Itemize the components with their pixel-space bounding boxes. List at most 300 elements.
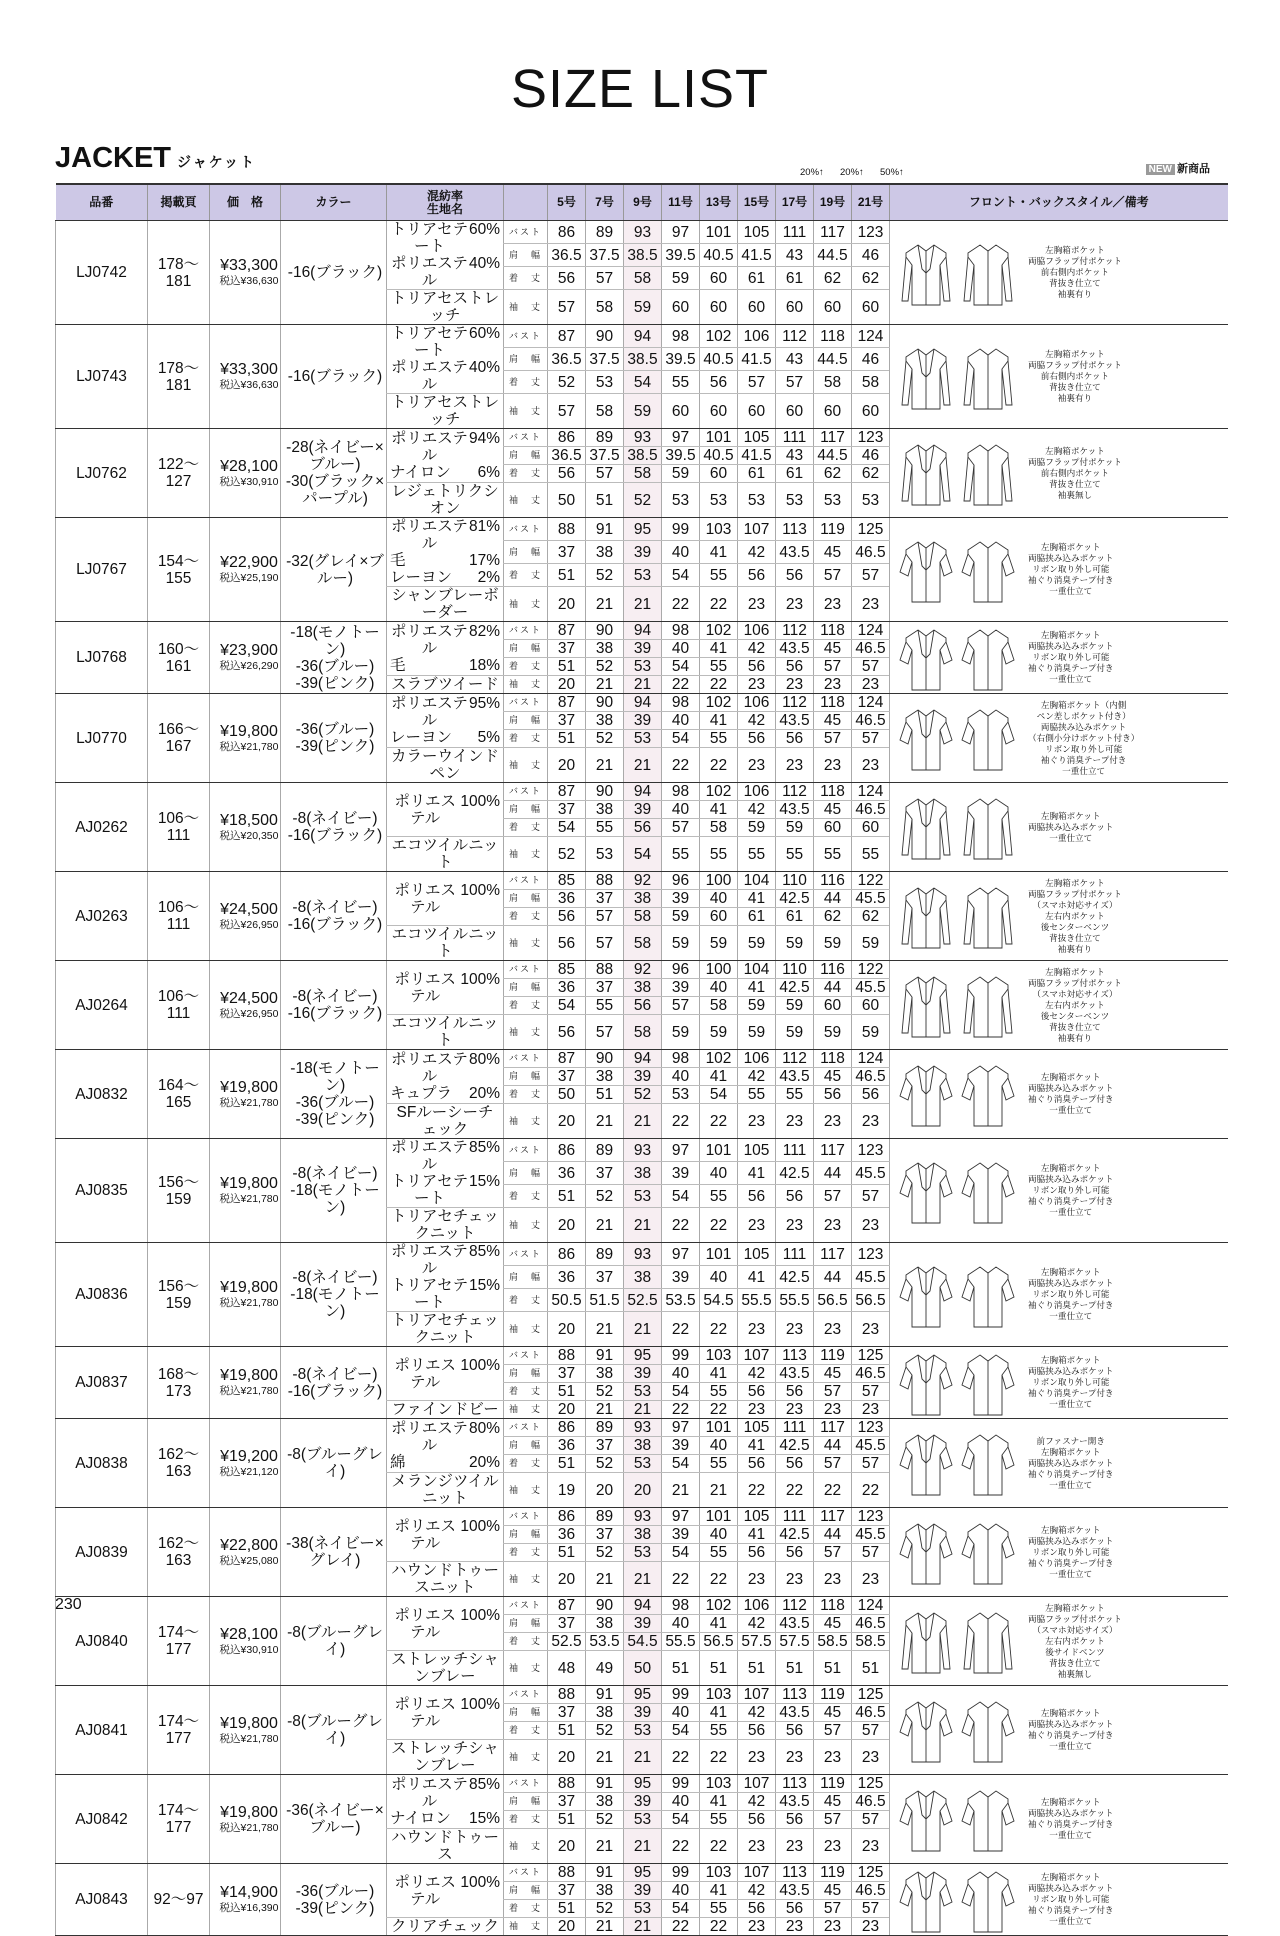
measure-label: 袖 丈 [504,290,548,325]
fabric-material: 綿 [390,1454,406,1471]
spec-notes [1028,349,1122,404]
size-value: 106 [738,1050,776,1068]
size-value: 53 [624,730,662,748]
size-value: 51 [548,1544,586,1562]
size-value: 97 [662,1243,700,1266]
price: ¥28,100 [220,1625,278,1643]
fabric-blend [387,622,504,676]
size-value: 21 [624,1829,662,1864]
size-value: 45.5 [852,1526,890,1544]
spec-note: 左胸箱ポケット [1045,966,1105,977]
color-option: -16(ブラック) [287,827,383,844]
size-value: 105 [738,221,776,244]
size-value: 38.5 [624,447,662,465]
size-value: 56 [548,908,586,926]
spec-note: 左胸箱ポケット [1040,1267,1101,1277]
fabric-material: 毛 [390,657,406,674]
size-value: 56 [776,1900,814,1918]
fabric-blend-item [390,569,500,586]
fabric-blend [387,429,504,483]
size-value: 88 [548,1775,586,1793]
spec-note: 左胸箱ポケット [1040,1446,1101,1457]
spec-note: 袖ぐり消臭テープ付き [1028,1905,1114,1915]
spec-note: 左右内ポケット [1045,999,1105,1010]
size-value: 39 [624,640,662,658]
size-value: 37 [548,541,586,564]
size-value: 41 [738,890,776,908]
size-value: 124 [852,1050,890,1068]
fabric-material: トリアセテート [390,325,469,359]
size-value: 53 [624,1185,662,1208]
size-value: 57 [814,1811,852,1829]
spec-note: 袖ぐり消臭テープ付き [1028,1730,1114,1740]
spec-note: 一重仕立て [1049,1568,1093,1579]
size-value: 58 [852,371,890,394]
size-value: 22 [662,1562,700,1597]
spec-note: 前右側内ポケット [1040,371,1110,381]
fabric-percent: 82% [468,623,500,640]
spec-notes [1028,811,1114,844]
size-value: 56 [776,658,814,676]
catalog-page: 162〜163 [148,1508,210,1597]
price-cell [210,221,281,325]
size-value: 38 [624,979,662,997]
size-value: 97 [662,1419,700,1437]
size-value: 60 [700,267,738,290]
spec-note: 両脇挟み込みポケット [1028,1535,1114,1546]
fabric-blend [387,221,504,290]
back-style-drawing [960,1785,1016,1853]
measure-label: 袖 丈 [504,676,548,694]
size-value: 42 [738,1615,776,1633]
fabric-blend-item [390,793,500,827]
size-value: 41 [738,979,776,997]
price-tax-incl: 税込¥36,630 [219,379,279,391]
size-value: 54 [662,1544,700,1562]
color-option: -39(ピンク) [295,674,375,692]
color-option: -32(グレイ×ブルー) [286,552,384,587]
size-value: 88 [548,518,586,541]
size-value: 40 [700,1162,738,1185]
size-value: 60 [814,290,852,325]
color-cell [281,221,387,325]
size-value: 58 [700,997,738,1015]
size-value: 96 [662,961,700,979]
size-value: 44 [814,890,852,908]
price: ¥24,500 [220,989,278,1007]
size-value: 59 [700,926,738,961]
size-value: 40.5 [700,244,738,267]
size-value: 36 [548,890,586,908]
fabric-percent: 20% [468,1454,500,1471]
color-cell [281,1597,387,1686]
size-value: 117 [814,1508,852,1526]
price-cell [210,1864,281,1936]
color-option: -8(ブルーグレイ) [287,1713,383,1747]
size-value: 40.5 [700,348,738,371]
measure-label: バスト [504,1419,548,1437]
catalog-page: 106〜111 [148,783,210,872]
spec-note: 左右内ポケット [1045,910,1105,921]
size-value: 56 [738,1900,776,1918]
size-value: 53 [624,1455,662,1473]
size-value: 38 [586,1615,624,1633]
measure-label: 着 丈 [504,371,548,394]
product-code: LJ0770 [56,694,148,783]
size-value: 61 [776,465,814,483]
size-value: 37.5 [586,447,624,465]
size-value: 22 [662,1401,700,1419]
spec-note: 一重仕立て [1049,1479,1093,1490]
color-cell [281,1775,387,1864]
size-value: 23 [776,676,814,694]
size-value: 42.5 [776,1266,814,1289]
size-table-body [56,221,1228,1936]
size-value: 125 [852,518,890,541]
surcharge-note-21: 50%↑ [880,167,904,178]
size-value: 43.5 [776,1793,814,1811]
size-value: 102 [700,694,738,712]
size-value: 110 [776,961,814,979]
size-value: 93 [624,1243,662,1266]
front-style-drawing [898,971,954,1039]
size-value: 37.5 [586,244,624,267]
color-option: -18(モノトーン) [290,1060,380,1094]
size-value: 87 [548,325,586,348]
size-value: 46.5 [852,1068,890,1086]
fabric-blend [387,1243,504,1312]
fabric-material: ポリエステル [394,1606,457,1641]
spec-notes [1028,1267,1114,1322]
color-cell [281,1508,387,1597]
style-cell [890,622,1228,694]
measure-label: 肩 幅 [504,712,548,730]
size-value: 60 [814,819,852,837]
fabric-name: SFルーシーチェック [387,1104,504,1139]
size-value: 23 [776,1401,814,1419]
size-value: 23 [776,1740,814,1775]
spec-note: （右側小分けポケット付き） [1028,732,1140,743]
fabric-percent: 40% [468,359,500,376]
spec-note: 一重仕立て [1049,586,1093,596]
size-value: 22 [662,676,700,694]
fabric-blend-item [390,1277,500,1311]
fabric-material: ポリエステル [391,518,468,552]
size-value: 39 [624,1793,662,1811]
size-value: 52 [548,371,586,394]
size-value: 51 [548,1722,586,1740]
size-value: 57 [586,926,624,961]
size-value: 40 [662,1882,700,1900]
size-value: 22 [700,1918,738,1936]
size-value: 37 [548,1615,586,1633]
size-value: 117 [814,1243,852,1266]
new-item-legend [1146,160,1210,176]
size-value: 106 [738,1597,776,1615]
fabric-blend [387,872,504,926]
size-value: 38 [586,1882,624,1900]
size-value: 101 [700,221,738,244]
size-value: 62 [814,908,852,926]
color-option: -36(ブルー) [295,657,375,675]
header-size-7: 7号 [586,184,624,221]
price-cell [210,961,281,1050]
size-value: 98 [662,622,700,640]
front-style-drawing [898,1785,954,1853]
color-option: -16(ブラック) [287,1005,383,1022]
size-value: 21 [624,587,662,622]
size-value: 57.5 [776,1633,814,1651]
size-value: 41.5 [738,348,776,371]
size-value: 37 [548,801,586,819]
style-cell [890,694,1228,783]
size-value: 43.5 [776,801,814,819]
fabric-material: ポリエステル [391,1776,468,1810]
fabric-percent: 60% [468,221,500,238]
size-value: 45.5 [852,890,890,908]
measure-label: 着 丈 [504,564,548,587]
size-value: 52 [586,1544,624,1562]
size-value: 41 [700,640,738,658]
size-value: 56 [548,1015,586,1050]
size-value: 21 [624,1918,662,1936]
table-row [56,783,1228,801]
front-style-drawing [898,439,954,507]
fabric-percent: 100% [460,970,500,988]
style-cell [890,1139,1228,1243]
price-cell [210,1775,281,1864]
size-value: 53.5 [586,1633,624,1651]
fabric-blend-item [390,464,500,481]
size-value: 51.5 [586,1289,624,1312]
price-tax-incl: 税込¥26,950 [219,1007,279,1020]
size-value: 38 [586,712,624,730]
fabric-material: キュプラ [390,1085,453,1102]
size-value: 124 [852,783,890,801]
color-cell [281,1347,387,1419]
size-value: 99 [662,518,700,541]
size-value: 111 [776,1243,814,1266]
size-value: 45 [814,1704,852,1722]
size-value: 60 [852,819,890,837]
size-value: 20 [548,1829,586,1864]
table-row [56,1139,1228,1162]
fabric-percent: 85% [468,1139,500,1156]
size-value: 46 [852,447,890,465]
back-style-drawing [960,971,1016,1039]
fabric-percent: 17% [468,552,500,569]
measure-label: 肩 幅 [504,1882,548,1900]
size-value: 62 [852,908,890,926]
fabric-blend-item [390,971,500,1005]
size-value: 86 [548,1139,586,1162]
size-value: 119 [814,1686,852,1704]
size-value: 55 [700,1722,738,1740]
size-value: 37 [586,890,624,908]
size-value: 23 [814,587,852,622]
size-value: 37 [548,1068,586,1086]
price: ¥24,500 [220,900,278,918]
size-value: 62 [814,267,852,290]
size-value: 20 [548,1104,586,1139]
page-number: 230 [55,1596,82,1613]
measure-label: バスト [504,872,548,890]
fabric-blend-item [390,657,500,674]
size-value: 39.5 [662,348,700,371]
size-value: 22 [662,748,700,783]
size-value: 21 [624,1562,662,1597]
size-value: 39.5 [662,244,700,267]
size-value: 23 [776,1829,814,1864]
header-fabric-blend: 混紡率 [426,188,463,203]
size-value: 36 [548,1266,586,1289]
front-style-drawing [898,793,954,861]
size-value: 54 [662,1722,700,1740]
size-value: 60 [662,290,700,325]
size-value: 89 [586,1139,624,1162]
back-style-drawing [960,1060,1016,1128]
spec-note: 袖裏無し [1057,1668,1093,1679]
size-value: 107 [738,1347,776,1365]
size-value: 56.5 [814,1289,852,1312]
measure-label: バスト [504,518,548,541]
measure-label: バスト [504,1508,548,1526]
size-value: 57 [814,564,852,587]
size-value: 22 [852,1473,890,1508]
size-value: 39 [662,979,700,997]
size-value: 44.5 [814,447,852,465]
size-value: 55 [700,1383,738,1401]
spec-note: 両脇挟み込みポケット [1028,1366,1114,1376]
table-row [56,961,1228,979]
measure-label: 着 丈 [504,1455,548,1473]
size-value: 60 [700,908,738,926]
size-value: 118 [814,783,852,801]
size-value: 104 [738,961,776,979]
spec-notes [1028,1525,1114,1580]
size-value: 55 [776,1086,814,1104]
size-value: 102 [700,1597,738,1615]
catalog-page: 178〜181 [148,325,210,429]
fabric-material: ポリエステル [391,359,468,393]
size-value: 57 [814,1722,852,1740]
size-value: 91 [586,1347,624,1365]
measure-label: 袖 丈 [504,1208,548,1243]
size-value: 38 [624,1437,662,1455]
size-value: 111 [776,1419,814,1437]
price-cell [210,1243,281,1347]
size-value: 59 [814,926,852,961]
size-value: 51 [852,1651,890,1686]
measure-label: 肩 幅 [504,890,548,908]
spec-notes [1028,630,1114,685]
size-value: 45.5 [852,1162,890,1185]
size-value: 60 [776,394,814,429]
size-value: 57 [852,730,890,748]
size-value: 56 [548,926,586,961]
product-code: AJ0835 [56,1139,148,1243]
size-value: 60 [700,290,738,325]
catalog-page: 156〜159 [148,1139,210,1243]
size-value: 113 [776,1864,814,1882]
size-value: 106 [738,622,776,640]
size-value: 87 [548,1050,586,1068]
size-value: 23 [814,1312,852,1347]
size-value: 20 [548,1208,586,1243]
catalog-page: 156〜159 [148,1243,210,1347]
size-value: 59 [852,926,890,961]
measure-label: 袖 丈 [504,587,548,622]
spec-note: 前右側内ポケット [1040,267,1110,277]
size-value: 22 [700,1312,738,1347]
size-value: 51 [662,1651,700,1686]
spec-note: 一重仕立て [1049,1399,1093,1409]
fabric-material: ポリエステル [391,623,468,657]
color-cell [281,518,387,622]
style-cell [890,1347,1228,1419]
size-value: 92 [624,872,662,890]
measure-label: 肩 幅 [504,801,548,819]
fabric-blend [387,694,504,748]
fabric-name: トリアセストレッチ [387,394,504,429]
size-value: 37 [548,1793,586,1811]
size-value: 20 [586,1473,624,1508]
size-value: 123 [852,1508,890,1526]
size-value: 59 [776,926,814,961]
fabric-blend-item [390,1357,500,1391]
size-value: 39 [624,1365,662,1383]
measure-label: バスト [504,1775,548,1793]
size-value: 51 [548,730,586,748]
fabric-blend-item [390,1051,500,1085]
size-value: 60 [852,394,890,429]
size-value: 44 [814,1437,852,1455]
product-code: AJ0262 [56,783,148,872]
spec-note: 袖ぐり消臭テープ付き [1028,1819,1114,1829]
size-value: 44.5 [814,244,852,267]
style-cell [890,325,1228,429]
size-value: 122 [852,961,890,979]
fabric-blend-item [390,221,500,255]
size-value: 52 [586,658,624,676]
color-option: -8(ネイビー) [292,1165,378,1182]
table-row [56,694,1228,712]
fabric-blend-item [390,1776,500,1810]
size-value: 52.5 [548,1633,586,1651]
size-value: 52 [586,1811,624,1829]
back-style-drawing [960,1157,1016,1225]
price-cell [210,518,281,622]
spec-note: 両脇フラップ付ポケット [1028,977,1122,988]
table-row [56,325,1228,348]
spec-note: 背抜き仕立て [1049,1657,1101,1668]
fabric-name: ストレッチシャンブレー [387,1740,504,1775]
size-value: 96 [662,872,700,890]
color-option: -30(ブラック×パープル) [285,473,385,507]
measure-label: 袖 丈 [504,1473,548,1508]
front-style-drawing [898,1607,954,1675]
size-value: 57 [548,290,586,325]
size-value: 59 [738,926,776,961]
size-value: 54.5 [700,1289,738,1312]
size-value: 95 [624,518,662,541]
size-value: 41 [700,1615,738,1633]
price-tax-incl: 税込¥25,190 [219,572,279,584]
measure-label: バスト [504,1347,548,1365]
spec-note: （スマホ対応サイズ） [1032,899,1118,910]
header-size-19: 19号 [814,184,852,221]
size-value: 54.5 [624,1633,662,1651]
